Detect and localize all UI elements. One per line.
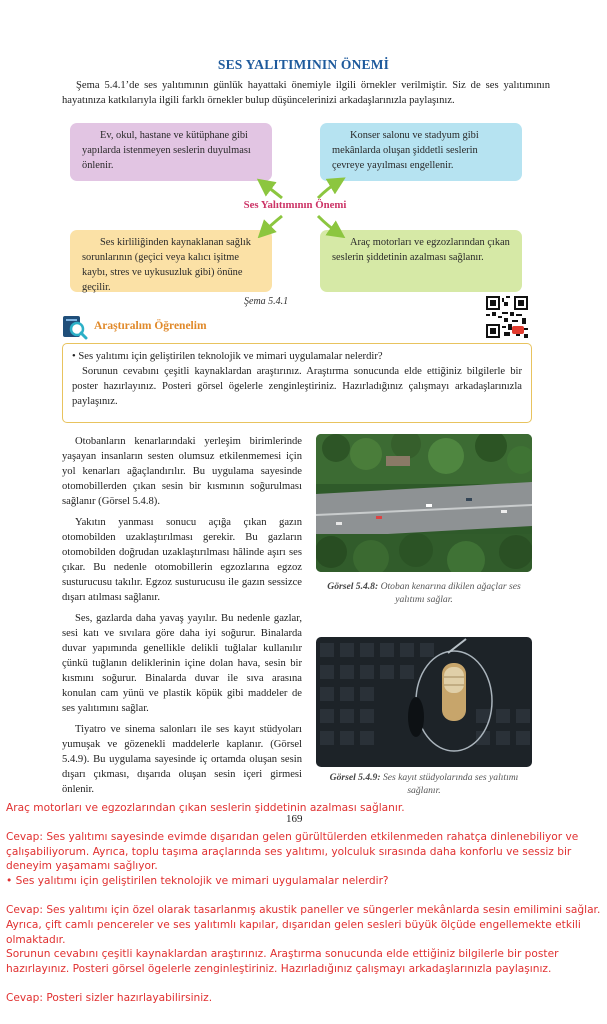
answer-line: Cevap: Ses yalıtımı için özel olarak tasarlanmış akustik paneller ve süngerler mekânlarda sesin emilimini sağlar. Ayrıca, çift camlı pencereler ve ses yalıtımlı kapılar, dışarıdan gelen sesleri büyük ölçüde engellemekte etkili olmaktadır.: [6, 903, 601, 946]
intro-paragraph: Şema 5.4.1’de ses yalıtımının günlük hayattaki önemiyle ilgili örnekler verilmiştir. Siz de ses yalıtımının hayatınıza katkılarıyla ilgili farklı örnekler bulup düşüncelerinizi arkadaşlarınızla paylaşınız.: [62, 80, 550, 106]
arrow-bottom-right: [318, 216, 338, 233]
answer-line: Sorunun cevabını çeşitli kaynaklardan araştırınız. Araştırma sonucunda elde ettiğiniz bilgilerle bir poster hazırlayınız. Posteri görsel ögelerle zenginleştiriniz. Hazırladığınız çalışmayı arkadaşlarınızla paylaşınız.: [6, 948, 559, 976]
answer-line: Cevap: Posteri sizler hazırlayabilirsiniz.: [6, 991, 213, 1004]
research-magnifier-icon: [62, 314, 88, 340]
answers-block: [6, 801, 602, 1006]
highway-trees-photo: [316, 434, 532, 572]
section-title: SES YALITIMININ ÖNEMİ: [217, 57, 390, 72]
arrow-top-right: [318, 182, 338, 198]
body-text-column: [62, 434, 302, 803]
figure-text-2: Ses kayıt stüdyolarında ses yalıtımı sağlanır.: [382, 772, 519, 796]
figure-text-1: Otoban kenarına dikilen ağaçlar ses yalıtımı sağlar.: [380, 581, 521, 605]
figure-caption-1: [316, 580, 532, 606]
diagram-box-top-left: Ev, okul, hastane ve kütüphane gibi yapılarda istenmeyen seslerin duyulması önlenir.: [70, 123, 272, 181]
research-question: • Ses yalıtımı için geliştirilen teknolojik ve mimari uygulamalar nelerdir?: [72, 351, 383, 362]
body-paragraph: Yakıtın yanması sonucu açığa çıkan gazın otomobilden uzaklaştırılması gerekir. Bu gazların otomobilden doğrudan uzaklaştırılması hâlinde aşırı ses çıkar. Bu nedenle otomobillerin egzozlarına egzoz susturucusu takılır. Egzoz susturucusu ile gazın sessizce dışarı atılması sağlanır.: [62, 517, 302, 603]
answer-line: • Ses yalıtımı için geliştirilen teknolojik ve mimari uygulamalar nelerdir?: [6, 875, 389, 888]
studio-microphone-photo: [316, 637, 532, 767]
arrow-top-left: [264, 184, 282, 198]
page-number: 169: [286, 813, 303, 825]
research-title: Araştıralım Öğrenelim: [94, 320, 207, 332]
arrow-bottom-left: [264, 216, 282, 232]
body-paragraph: Ses, gazlarda daha yavaş yayılır. Bu nedenle gazlar, sesi katı ve sıvılara göre daha iyi soğurur. Binalarda duvar yapımında genellikle delikli tuğlalar kullanılır çünkü tuğlanın deliklerinin içine dolan hava, sesin bir kısmını soğurur. Binalarda duvar ile sıva arasına konulan cam yünü ve plastik köpük gibi maddeler de ses yalıtımını sağlar.: [62, 613, 302, 714]
diagram-box-bottom-left: Ses kirliliğinden kaynaklanan sağlık sorunlarının (geçici veya kalıcı işitme kaybı, stres ve uykusuzluk gibi) önüne geçilir.: [70, 230, 272, 292]
diagram-box-top-right: Konser salonu ve stadyum gibi mekânlarda oluşan şiddetli seslerin çevreye yayılması engellenir.: [320, 123, 522, 181]
body-paragraph: Tiyatro ve sinema salonları ile ses kayıt stüdyoları yumuşak ve gözenekli maddelerle kaplanır. (Görsel 5.4.9). Bu uygulama sayesinde iç ortamda oluşan sesin dışarı çıkması, dışarıda oluşan sesin içeri girmesi önlenir.: [62, 724, 302, 795]
body-paragraph: Otobanların kenarlarındaki yerleşim birimlerinde yaşayan insanların sesten olumsuz etkilenmemesi için yol kenarları ağaçlandırılır. Bu uygulama sayesinde otomobillerden çıkan sesin bir kısmının soğurulması sağlanır (Görsel 5.4.8).: [62, 436, 302, 507]
qr-code-icon[interactable]: [486, 296, 528, 338]
figure-caption-2: [316, 771, 532, 797]
diagram-center-label: Ses Yalıtımının Önemi: [243, 199, 347, 211]
diagram-caption: Şema 5.4.1: [244, 296, 289, 307]
answer-line: Araç motorları ve egzozlarından çıkan seslerin şiddetinin azalması sağlanır.: [6, 802, 405, 814]
answer-line: Cevap: Ses yalıtımı sayesinde evimde dışarıdan gelen gürültülerden etkilenmeden rahatça dinlenebiliyor ve çalışabiliyorum. Ayrıca, toplu taşıma araçlarında ses yalıtımı, yolculuk sırasında daha konforlu ve sessiz bir deneyim yaşamamı sağlıyor.: [6, 830, 579, 873]
research-task: Sorunun cevabını çeşitli kaynaklardan araştırınız. Araştırma sonucunda elde ettiğiniz bilgilerle bir poster hazırlayınız. Posteri görsel ögelerle zenginleştiriniz. Hazırladığınız çalışmayı arkadaşlarınızla paylaşınız.: [72, 366, 522, 407]
figure-label-2: Görsel 5.4.9:: [329, 772, 381, 783]
diagram-box-bottom-right: Araç motorları ve egzozlarından çıkan seslerin şiddetinin azalması sağlanır.: [320, 230, 522, 292]
figure-label-1: Görsel 5.4.8:: [327, 581, 379, 592]
research-box: [62, 343, 532, 423]
